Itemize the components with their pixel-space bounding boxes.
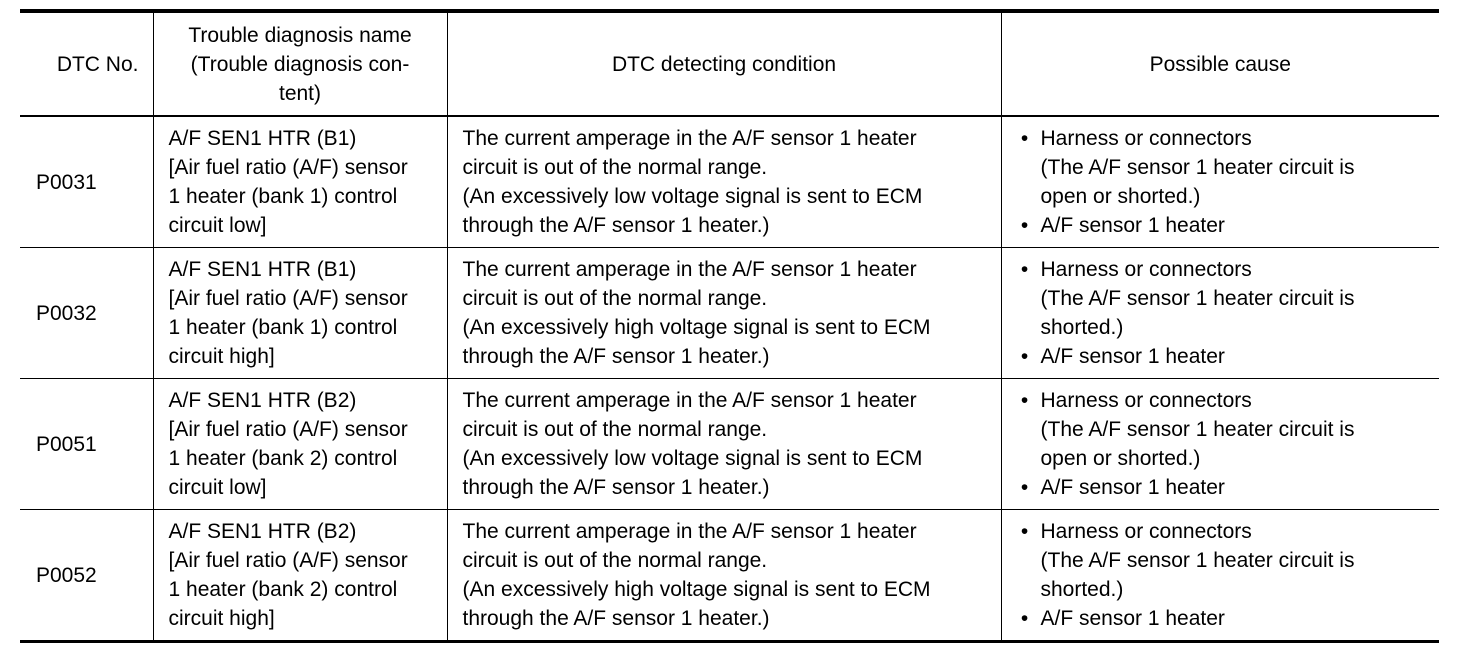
diagnosis-name-line: [Air fuel ratio (A/F) sensor <box>168 156 408 179</box>
possible-cause <box>1001 116 1439 248</box>
bullet-icon: • <box>1020 389 1029 412</box>
cause-line: A/F sensor 1 heater <box>1040 607 1225 630</box>
condition-line: through the A/F sensor 1 heater.) <box>462 476 770 499</box>
diagnosis-name-line: 1 heater (bank 1) control <box>168 185 398 208</box>
condition-line: circuit is out of the normal range. <box>462 418 768 441</box>
header-row <box>20 11 1439 116</box>
bullet-icon: • <box>1020 476 1029 499</box>
diagnosis-name-line: circuit low] <box>168 476 267 499</box>
condition-line: The current amperage in the A/F sensor 1 heater <box>462 127 917 150</box>
header-possible-cause: Possible cause <box>1001 11 1439 116</box>
cause-line: open or shorted.) <box>1040 185 1201 208</box>
diagnosis-name-line: A/F SEN1 HTR (B1) <box>168 127 357 150</box>
table-row <box>20 510 1439 642</box>
diagnosis-name-line: A/F SEN1 HTR (B2) <box>168 389 357 412</box>
possible-cause <box>1001 379 1439 510</box>
table-row <box>20 248 1439 379</box>
diagnosis-name <box>153 116 447 248</box>
header-trouble-diagnosis-name <box>153 11 447 116</box>
cause-item <box>1017 255 1426 342</box>
cause-line: (The A/F sensor 1 heater circuit is <box>1040 156 1355 179</box>
table-header <box>20 11 1439 116</box>
cause-list <box>1017 255 1426 371</box>
diagnosis-name-line: circuit high] <box>168 345 275 368</box>
diagnosis-name-line: circuit low] <box>168 214 267 237</box>
detecting-condition <box>447 116 1001 248</box>
cause-item <box>1017 124 1426 211</box>
bullet-icon: • <box>1020 520 1029 543</box>
condition-line: The current amperage in the A/F sensor 1 heater <box>462 520 917 543</box>
diagnosis-name-line: A/F SEN1 HTR (B1) <box>168 258 357 281</box>
table-row <box>20 379 1439 510</box>
diagnosis-name-line: 1 heater (bank 2) control <box>168 578 398 601</box>
cause-line: (The A/F sensor 1 heater circuit is <box>1040 418 1355 441</box>
condition-line: The current amperage in the A/F sensor 1 heater <box>462 258 917 281</box>
detecting-condition <box>447 379 1001 510</box>
possible-cause <box>1001 510 1439 642</box>
cause-line: A/F sensor 1 heater <box>1040 214 1225 237</box>
diagnosis-name-line: 1 heater (bank 2) control <box>168 447 398 470</box>
possible-cause <box>1001 248 1439 379</box>
bullet-icon: • <box>1020 607 1029 630</box>
cause-item <box>1017 517 1426 604</box>
cause-line: shorted.) <box>1040 316 1124 339</box>
condition-line: (An excessively low voltage signal is sent to ECM <box>462 185 923 208</box>
diagnosis-name <box>153 379 447 510</box>
detecting-condition <box>447 510 1001 642</box>
bullet-icon: • <box>1020 258 1029 281</box>
cause-line: (The A/F sensor 1 heater circuit is <box>1040 549 1355 572</box>
cause-line: open or shorted.) <box>1040 447 1201 470</box>
condition-line: (An excessively high voltage signal is sent to ECM <box>462 316 931 339</box>
header-name-line: Trouble diagnosis name <box>188 23 412 47</box>
dtc-code: P0052 <box>20 510 153 642</box>
cause-item <box>1017 386 1426 473</box>
bullet-icon: • <box>1020 127 1029 150</box>
table-body <box>20 116 1439 642</box>
condition-line: through the A/F sensor 1 heater.) <box>462 214 770 237</box>
cause-line: A/F sensor 1 heater <box>1040 345 1225 368</box>
cause-list <box>1017 386 1426 502</box>
cause-list <box>1017 124 1426 240</box>
table-row <box>20 116 1439 248</box>
diagnosis-name-line: 1 heater (bank 1) control <box>168 316 398 339</box>
cause-line: Harness or connectors <box>1040 127 1252 150</box>
cause-line: shorted.) <box>1040 578 1124 601</box>
cause-line: Harness or connectors <box>1040 389 1252 412</box>
header-detecting-condition: DTC detecting condition <box>447 11 1001 116</box>
diagnosis-name-line: circuit high] <box>168 607 275 630</box>
condition-line: circuit is out of the normal range. <box>462 287 768 310</box>
bullet-icon: • <box>1020 214 1029 237</box>
header-name-line: tent) <box>278 81 322 105</box>
diagnosis-name-line: [Air fuel ratio (A/F) sensor <box>168 418 408 441</box>
diagnosis-name-line: [Air fuel ratio (A/F) sensor <box>168 549 408 572</box>
dtc-table <box>20 9 1439 643</box>
header-dtc-no: DTC No. <box>20 11 153 116</box>
cause-list <box>1017 517 1426 633</box>
condition-line: The current amperage in the A/F sensor 1 heater <box>462 389 917 412</box>
header-name-line: (Trouble diagnosis con- <box>190 52 410 76</box>
dtc-code: P0031 <box>20 116 153 248</box>
cause-line: A/F sensor 1 heater <box>1040 476 1225 499</box>
dtc-code: P0032 <box>20 248 153 379</box>
cause-item <box>1017 211 1426 240</box>
diagnosis-name-line: A/F SEN1 HTR (B2) <box>168 520 357 543</box>
diagnosis-name-line: [Air fuel ratio (A/F) sensor <box>168 287 408 310</box>
cause-line: (The A/F sensor 1 heater circuit is <box>1040 287 1355 310</box>
diagnosis-name <box>153 248 447 379</box>
condition-line: (An excessively high voltage signal is sent to ECM <box>462 578 931 601</box>
detecting-condition <box>447 248 1001 379</box>
condition-line: (An excessively low voltage signal is sent to ECM <box>462 447 923 470</box>
cause-item <box>1017 604 1426 633</box>
condition-line: through the A/F sensor 1 heater.) <box>462 345 770 368</box>
cause-line: Harness or connectors <box>1040 258 1252 281</box>
dtc-code: P0051 <box>20 379 153 510</box>
diagnosis-name <box>153 510 447 642</box>
cause-item <box>1017 473 1426 502</box>
cause-line: Harness or connectors <box>1040 520 1252 543</box>
bullet-icon: • <box>1020 345 1029 368</box>
condition-line: circuit is out of the normal range. <box>462 549 768 572</box>
cause-item <box>1017 342 1426 371</box>
condition-line: through the A/F sensor 1 heater.) <box>462 607 770 630</box>
condition-line: circuit is out of the normal range. <box>462 156 768 179</box>
